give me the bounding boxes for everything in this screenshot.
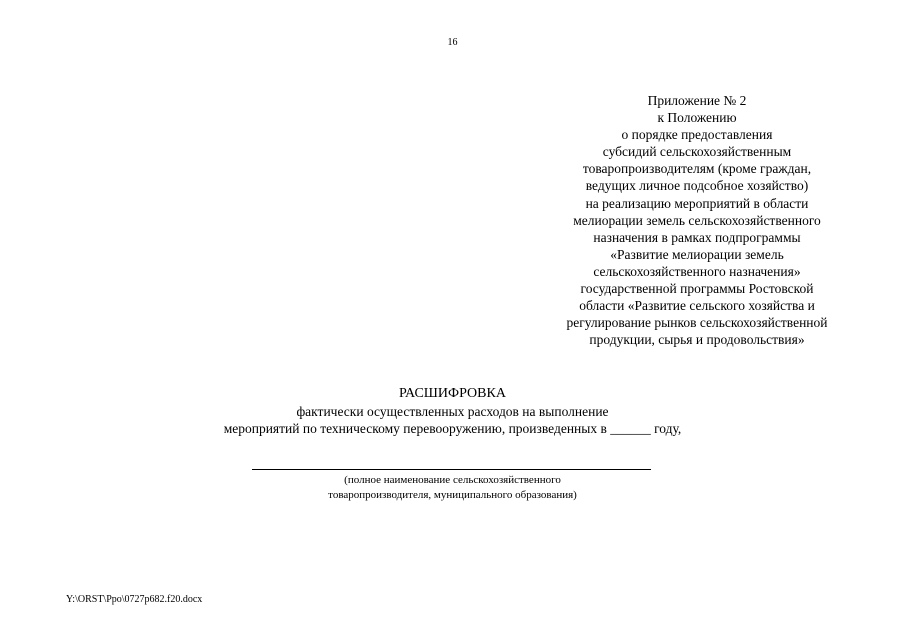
- caption-line: товаропроизводителя, муниципального образования): [328, 488, 577, 501]
- appendix-line: мелиорации земель сельскохозяйственного: [573, 212, 821, 228]
- appendix-line: сельскохозяйственного назначения»: [593, 263, 801, 279]
- name-fill-line: [252, 469, 651, 470]
- appendix-line: области «Развитие сельского хозяйства и: [579, 298, 815, 314]
- appendix-line: назначения в рамках подпрограммы: [593, 229, 801, 245]
- appendix-line: государственной программы Ростовской: [580, 281, 814, 297]
- document-subtitle: [0, 403, 905, 437]
- appendix-line: продукции, сырья и продовольствия»: [589, 332, 805, 348]
- appendix-line: о порядке предоставления: [621, 127, 773, 143]
- appendix-line: Приложение № 2: [647, 93, 747, 108]
- appendix-line: товаропроизводителям (кроме граждан,: [582, 161, 812, 177]
- page-number: 16: [447, 37, 458, 48]
- appendix-line: на реализацию мероприятий в области: [585, 195, 809, 211]
- appendix-line: субсидий сельскохозяйственным: [602, 144, 792, 160]
- document-title: РАСШИФРОВКА: [399, 386, 506, 401]
- caption-line: (полное наименование сельскохозяйственного: [344, 474, 561, 486]
- appendix-block: [538, 92, 856, 348]
- appendix-line: «Развитие мелиорации земель: [610, 246, 784, 262]
- fill-line-caption: [0, 473, 905, 502]
- subtitle-line: фактически осуществленных расходов на выполнение: [296, 404, 609, 419]
- appendix-line: к Положению: [657, 110, 737, 126]
- file-path-footer: Y:\ORST\Ppo\0727p682.f20.docx: [66, 594, 203, 605]
- subtitle-line: мероприятий по техническому перевооружению, произведенных в ______ году,: [223, 421, 682, 436]
- appendix-line: регулирование рынков сельскохозяйственной: [566, 315, 828, 331]
- appendix-line: ведущих личное подсобное хозяйство): [585, 178, 809, 194]
